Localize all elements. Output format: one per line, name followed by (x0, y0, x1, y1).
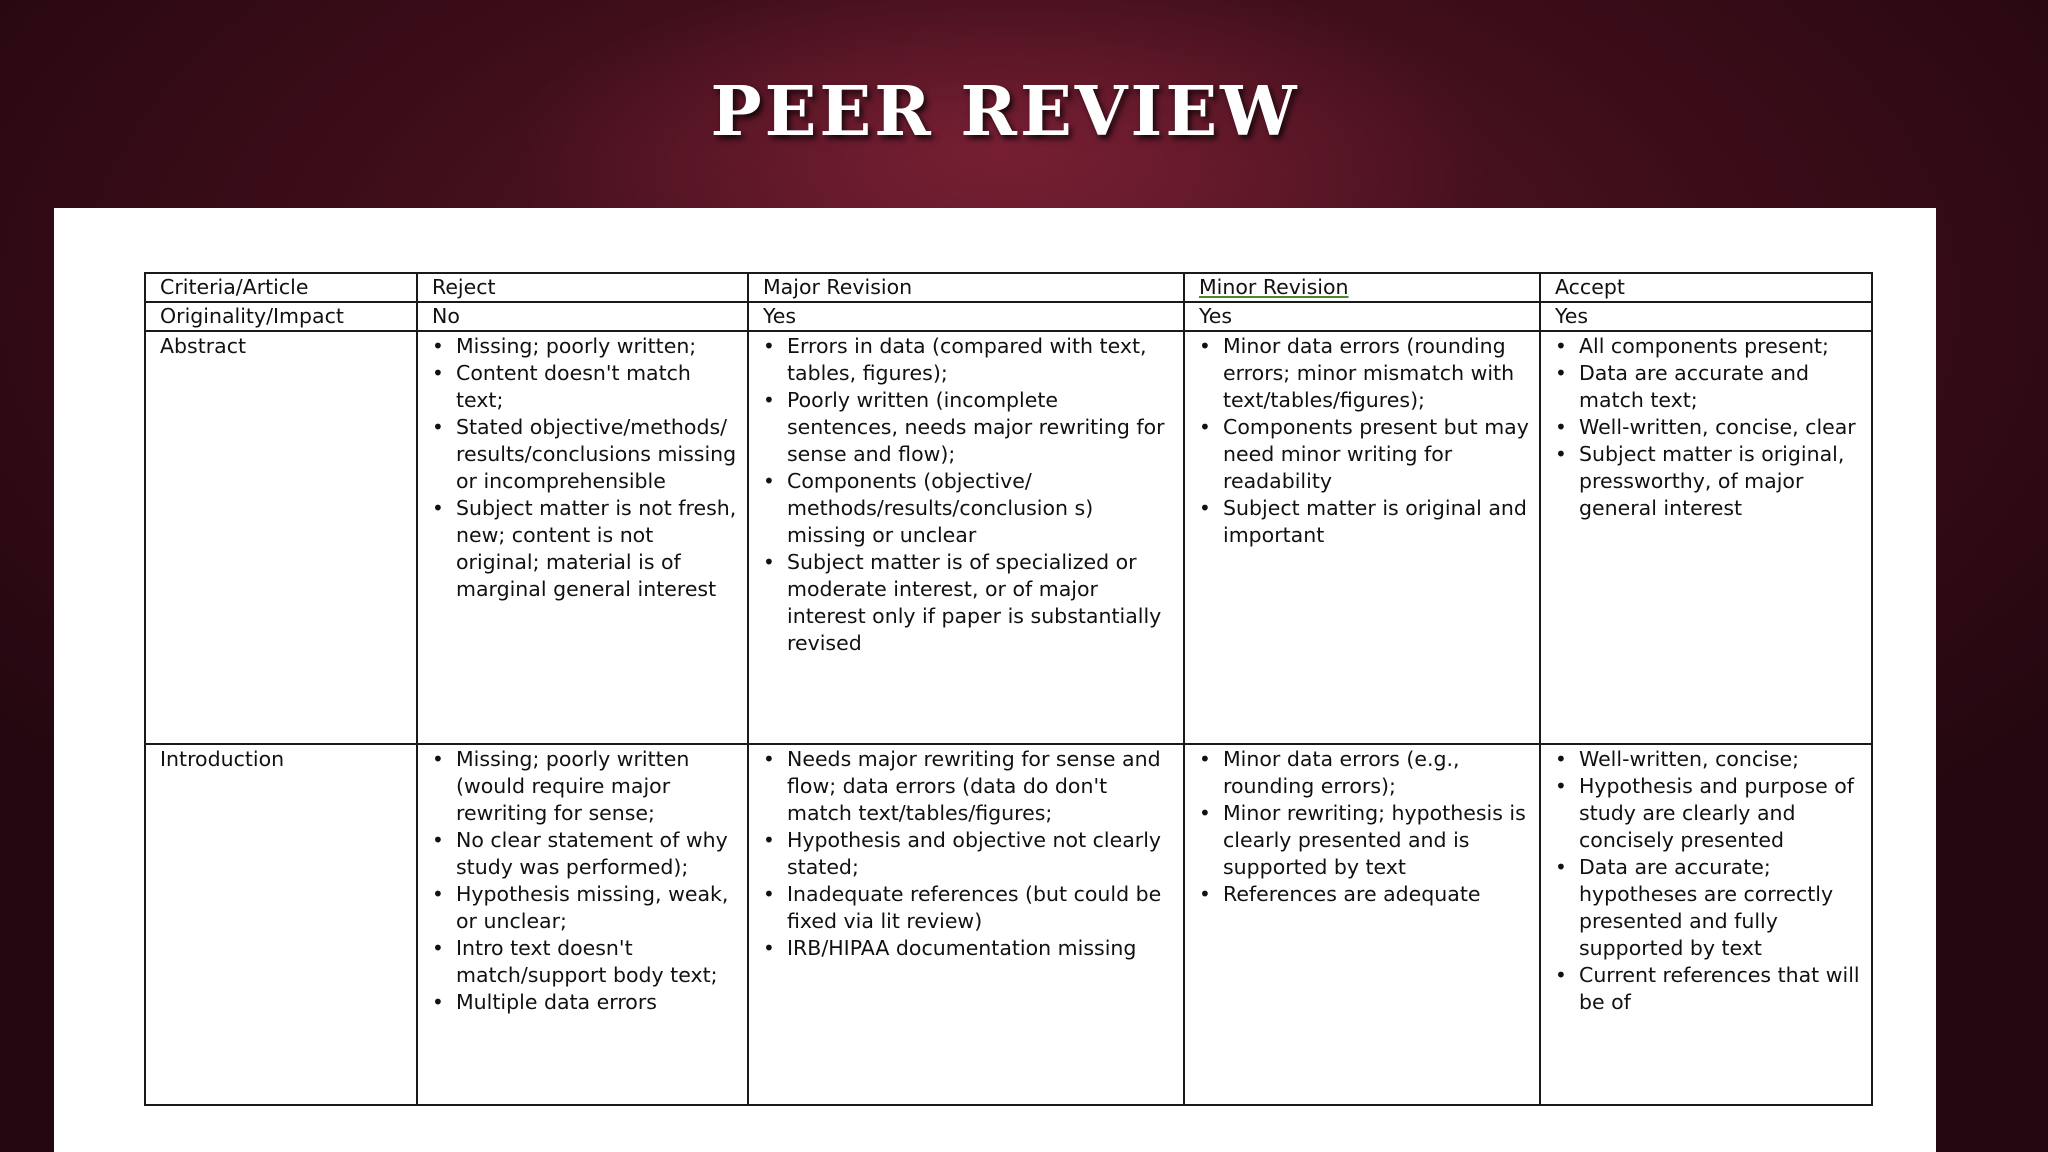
list-item: • Missing; poorly written; (456, 333, 739, 360)
list-item: • Errors in data (compared with text, tables, figures); (787, 333, 1175, 387)
list-item: • Subject matter is not fresh, new; content is not original; material is of marginal general interest (456, 495, 739, 603)
list-item: • Minor data errors (e.g., rounding errors); (1223, 746, 1531, 800)
list-item: • References are adequate (1223, 881, 1531, 908)
slide-title: PEER REVIEW (710, 72, 1300, 152)
list-item: • IRB/HIPAA documentation missing (787, 935, 1175, 962)
originality-row (145, 302, 1872, 331)
list-item: • Minor rewriting; hypothesis is clearly presented and is supported by text (1223, 800, 1531, 881)
list-item: • Components present but may need minor writing for readability (1223, 414, 1531, 495)
table-header-row (145, 273, 1872, 302)
originality-accept: Yes (1540, 302, 1872, 331)
introduction-minor-cell (1184, 744, 1540, 1105)
list-item: • Minor data errors (rounding errors; minor mismatch with text/tables/figures); (1223, 333, 1531, 414)
document-page (54, 208, 1936, 1152)
header-reject: Reject (417, 273, 748, 302)
list-item: • Data are accurate; hypotheses are correctly presented and fully supported by text (1579, 854, 1863, 962)
list-item: • Inadequate references (but could be fixed via lit review) (787, 881, 1175, 935)
list-item: • Hypothesis and objective not clearly stated; (787, 827, 1175, 881)
abstract-reject-list (432, 333, 739, 603)
list-item: • Content doesn't match text; (456, 360, 739, 414)
header-minor-revision (1184, 273, 1540, 302)
list-item: • Multiple data errors (456, 989, 739, 1016)
introduction-major-list (763, 746, 1175, 962)
list-item: • Hypothesis missing, weak, or unclear; (456, 881, 739, 935)
list-item: • Components (objective/ methods/results/conclusion s) missing or unclear (787, 468, 1175, 549)
abstract-label: Abstract (145, 331, 417, 744)
originality-reject: No (417, 302, 748, 331)
abstract-major-list (763, 333, 1175, 657)
peer-review-rubric-table (144, 272, 1873, 1106)
abstract-major-cell (748, 331, 1184, 744)
list-item: • All components present; (1579, 333, 1863, 360)
header-criteria: Criteria/Article (145, 273, 417, 302)
introduction-label: Introduction (145, 744, 417, 1105)
abstract-accept-cell (1540, 331, 1872, 744)
list-item: • Subject matter is original and important (1223, 495, 1531, 549)
originality-minor: Yes (1184, 302, 1540, 331)
list-item: • Subject matter is original, pressworthy, of major general interest (1579, 441, 1863, 522)
header-minor-revision-label: Minor Revision (1199, 275, 1349, 299)
abstract-accept-list (1555, 333, 1863, 522)
list-item: • Hypothesis and purpose of study are clearly and concisely presented (1579, 773, 1863, 854)
list-item: • Well-written, concise, clear (1579, 414, 1863, 441)
list-item: • Well-written, concise; (1579, 746, 1863, 773)
list-item: • Missing; poorly written (would require major rewriting for sense; (456, 746, 739, 827)
list-item: • Stated objective/methods/ results/conclusions missing or incomprehensible (456, 414, 739, 495)
list-item: • No clear statement of why study was performed); (456, 827, 739, 881)
abstract-row (145, 331, 1872, 744)
introduction-major-cell (748, 744, 1184, 1105)
list-item: • Intro text doesn't match/support body text; (456, 935, 739, 989)
header-major-revision: Major Revision (748, 273, 1184, 302)
introduction-reject-list (432, 746, 739, 1016)
header-accept: Accept (1540, 273, 1872, 302)
abstract-minor-list (1199, 333, 1531, 549)
abstract-minor-cell (1184, 331, 1540, 744)
list-item: • Current references that will be of (1579, 962, 1863, 1016)
introduction-accept-cell (1540, 744, 1872, 1105)
introduction-minor-list (1199, 746, 1531, 908)
list-item: • Needs major rewriting for sense and flow; data errors (data do don't match text/tables/figures; (787, 746, 1175, 827)
list-item: • Subject matter is of specialized or moderate interest, or of major interest only if paper is substantially revised (787, 549, 1175, 657)
list-item: • Data are accurate and match text; (1579, 360, 1863, 414)
introduction-reject-cell (417, 744, 748, 1105)
list-item: • Poorly written (incomplete sentences, needs major rewriting for sense and flow); (787, 387, 1175, 468)
originality-label: Originality/Impact (145, 302, 417, 331)
introduction-row (145, 744, 1872, 1105)
abstract-reject-cell (417, 331, 748, 744)
introduction-accept-list (1555, 746, 1863, 1016)
originality-major: Yes (748, 302, 1184, 331)
